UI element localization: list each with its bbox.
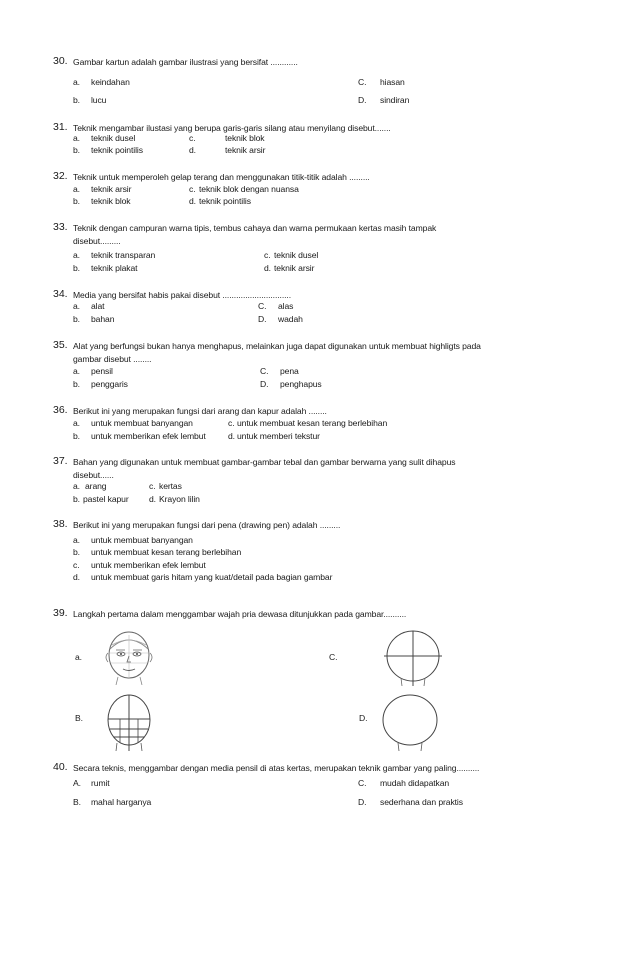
option-text: teknik arsir xyxy=(225,145,266,155)
option-text: keindahan xyxy=(91,77,130,87)
option-d[interactable] xyxy=(149,494,200,504)
option-text: bahan xyxy=(91,314,115,324)
option-text: sindiran xyxy=(380,95,410,105)
option-c[interactable] xyxy=(358,77,405,87)
option-c[interactable] xyxy=(189,184,299,194)
option-text: teknik dusel xyxy=(274,250,319,260)
option-letter: b. xyxy=(73,95,80,105)
option-text: rumit xyxy=(91,778,110,788)
option-letter: a. xyxy=(73,535,80,545)
option-letter: a. xyxy=(73,418,80,428)
option-text: teknik arsir xyxy=(91,184,132,194)
question-number: 34. xyxy=(53,288,68,300)
option-text: penggaris xyxy=(91,379,128,389)
option-letter: a. xyxy=(73,77,80,87)
option-letter: a. xyxy=(73,250,80,260)
option-a[interactable] xyxy=(73,184,131,194)
option-letter: a. xyxy=(73,481,80,491)
option-text: teknik blok xyxy=(91,196,131,206)
option-text: hiasan xyxy=(380,77,405,87)
option-letter: b. xyxy=(73,494,80,504)
option-b[interactable] xyxy=(73,95,106,105)
option-d[interactable] xyxy=(359,713,377,723)
option-a[interactable] xyxy=(75,652,93,662)
option-letter: c. xyxy=(264,250,271,260)
question-stem: Teknik dengan campuran warna tipis, tembus cahaya dan warna permukaan kertas masih tampak xyxy=(73,223,437,233)
option-d[interactable] xyxy=(258,314,303,324)
option-letter: d. xyxy=(189,145,196,155)
option-d[interactable] xyxy=(228,431,320,441)
option-letter: D. xyxy=(358,797,367,807)
option-text: alat xyxy=(91,301,105,311)
option-text: mudah didapatkan xyxy=(380,778,450,788)
option-letter: a. xyxy=(73,301,80,311)
option-letter: b. xyxy=(73,379,80,389)
option-c[interactable] xyxy=(149,481,182,491)
option-letter: b. xyxy=(73,196,80,206)
option-d[interactable] xyxy=(264,263,314,273)
question-number: 37. xyxy=(53,455,68,467)
option-letter: a. xyxy=(73,184,80,194)
option-c[interactable] xyxy=(264,250,318,260)
option-letter: d. xyxy=(264,263,271,273)
option-letter: D. xyxy=(359,713,368,723)
option-text: sederhana dan praktis xyxy=(380,797,463,807)
option-text: wadah xyxy=(278,314,303,324)
option-letter: c. xyxy=(189,133,196,143)
question-stem: Media yang bersifat habis pakai disebut .............................. xyxy=(73,290,291,300)
option-c[interactable] xyxy=(73,560,206,570)
option-letter: b. xyxy=(73,431,80,441)
circle-cross-image[interactable] xyxy=(380,630,446,686)
option-text: untuk memberikan efek lembut xyxy=(91,560,206,570)
option-text: kertas xyxy=(159,481,182,491)
option-c[interactable] xyxy=(228,418,387,428)
option-b[interactable] xyxy=(73,145,143,155)
question-number: 30. xyxy=(53,55,68,67)
option-letter: a. xyxy=(75,652,82,662)
option-a[interactable] xyxy=(73,77,130,87)
option-text: mahal harganya xyxy=(91,797,152,807)
option-text: pastel kapur xyxy=(83,494,129,504)
question-stem: Bahan yang digunakan untuk membuat gambar-gambar tebal dan gambar berwarna yang sulit dihapus xyxy=(73,457,456,467)
question-stem: Berikut ini yang merupakan fungsi dari pena (drawing pen) adalah ......... xyxy=(73,520,341,530)
question-stem: Langkah pertama dalam menggambar wajah pria dewasa ditunjukkan pada gambar.......... xyxy=(73,609,407,619)
option-a[interactable] xyxy=(73,250,155,260)
option-letter: c. xyxy=(149,481,156,491)
option-b[interactable] xyxy=(73,263,137,273)
option-d[interactable] xyxy=(189,196,251,206)
option-c[interactable] xyxy=(358,778,449,788)
option-b[interactable] xyxy=(73,494,129,504)
circle-cross-icon xyxy=(380,630,446,686)
option-text: untuk memberikan efek lembut xyxy=(91,431,206,441)
option-b[interactable] xyxy=(75,713,93,723)
option-text: teknik plakat xyxy=(91,263,138,273)
circle-grid-icon xyxy=(98,693,160,751)
option-letter: d. xyxy=(73,572,80,582)
option-text: untuk membuat banyangan xyxy=(91,535,193,545)
option-a[interactable] xyxy=(73,778,110,788)
option-c[interactable] xyxy=(258,301,293,311)
option-c[interactable] xyxy=(329,652,347,662)
option-b[interactable] xyxy=(73,196,131,206)
option-a[interactable] xyxy=(73,418,193,428)
option-letter: d. xyxy=(228,431,235,441)
option-text: teknik blok xyxy=(225,133,265,143)
option-a[interactable] xyxy=(73,366,113,376)
option-text: Krayon lilin xyxy=(159,494,200,504)
plain-circle-icon xyxy=(377,693,443,751)
option-d[interactable] xyxy=(73,572,332,582)
option-letter: B. xyxy=(75,713,83,723)
option-c[interactable] xyxy=(260,366,299,376)
option-text: untuk membuat banyangan xyxy=(91,418,193,428)
option-text: teknik pointilis xyxy=(91,145,143,155)
option-text: teknik pointilis xyxy=(199,196,251,206)
option-letter: a. xyxy=(73,133,80,143)
question-number: 38. xyxy=(53,518,68,530)
option-b[interactable] xyxy=(73,547,241,557)
option-letter: C. xyxy=(258,301,267,311)
question-stem-continued: disebut......... xyxy=(73,236,121,246)
option-a[interactable] xyxy=(73,535,193,545)
question-number: 36. xyxy=(53,404,68,416)
question-stem: Secara teknis, menggambar dengan media pensil di atas kertas, merupakan teknik gambar yang paling.......... xyxy=(73,763,480,773)
question-stem-continued: gambar disebut ........ xyxy=(73,354,152,364)
option-letter: d. xyxy=(149,494,156,504)
option-letter: c. xyxy=(228,418,235,428)
option-letter: c. xyxy=(73,560,80,570)
question-number: 31. xyxy=(53,121,68,133)
option-text: alas xyxy=(278,301,294,311)
option-text: untuk membuat garis hitam yang kuat/detail pada bagian gambar xyxy=(91,572,333,582)
option-letter: D. xyxy=(358,95,367,105)
option-a[interactable] xyxy=(73,133,135,143)
question-stem: Teknik mengambar ilustasi yang berupa garis-garis silang atau menyilang disebut....... xyxy=(73,123,391,133)
option-d[interactable] xyxy=(358,95,409,105)
option-text: arang xyxy=(85,481,107,491)
option-letter: b. xyxy=(73,547,80,557)
option-text: untuk memberi tekstur xyxy=(237,431,320,441)
option-letter: A. xyxy=(73,778,81,788)
option-text: lucu xyxy=(91,95,107,105)
option-b[interactable] xyxy=(73,431,206,441)
question-number: 40. xyxy=(53,761,68,773)
option-letter: c. xyxy=(189,184,196,194)
question-stem: Berikut ini yang merupakan fungsi dari arang dan kapur adalah ........ xyxy=(73,406,327,416)
face-sketch-icon xyxy=(98,629,160,685)
option-letter: C. xyxy=(358,77,367,87)
option-text: teknik arsir xyxy=(274,263,315,273)
option-d[interactable] xyxy=(189,145,265,155)
plain-circle-image[interactable] xyxy=(377,693,443,751)
option-letter: B. xyxy=(73,797,81,807)
option-letter: D. xyxy=(258,314,267,324)
option-b[interactable] xyxy=(73,314,114,324)
option-letter: D. xyxy=(260,379,269,389)
option-text: pena xyxy=(280,366,299,376)
option-b[interactable] xyxy=(73,379,128,389)
question-number: 32. xyxy=(53,170,68,182)
question-stem: Teknik untuk memperoleh gelap terang dan menggunakan titik-titik adalah ......... xyxy=(73,172,370,182)
option-letter: a. xyxy=(73,366,80,376)
option-d[interactable] xyxy=(358,797,463,807)
option-text: untuk membuat kesan terang berlebihan xyxy=(237,418,388,428)
option-text: teknik dusel xyxy=(91,133,136,143)
option-letter: C. xyxy=(260,366,269,376)
question-stem: Gambar kartun adalah gambar ilustrasi yang bersifat ............ xyxy=(73,57,298,67)
option-letter: b. xyxy=(73,314,80,324)
option-letter: C. xyxy=(358,778,367,788)
face-sketch-image[interactable] xyxy=(98,629,160,685)
option-text: penghapus xyxy=(280,379,322,389)
option-d[interactable] xyxy=(260,379,322,389)
option-a[interactable] xyxy=(73,481,106,491)
option-text: teknik transparan xyxy=(91,250,156,260)
option-letter: d. xyxy=(189,196,196,206)
circle-grid-image[interactable] xyxy=(98,693,160,751)
question-number: 33. xyxy=(53,221,68,233)
option-text: teknik blok dengan nuansa xyxy=(199,184,299,194)
option-a[interactable] xyxy=(73,301,104,311)
option-b[interactable] xyxy=(73,797,151,807)
option-text: pensil xyxy=(91,366,113,376)
question-number: 35. xyxy=(53,339,68,351)
option-c[interactable] xyxy=(189,133,265,143)
option-letter: b. xyxy=(73,145,80,155)
question-number: 39. xyxy=(53,607,68,619)
option-letter: C. xyxy=(329,652,338,662)
question-stem: Alat yang berfungsi bukan hanya menghapus, melainkan juga dapat digunakan untuk membuat highligts pada xyxy=(73,341,481,351)
option-letter: b. xyxy=(73,263,80,273)
question-stem-continued: disebut...... xyxy=(73,470,114,480)
option-text: untuk membuat kesan terang berlebihan xyxy=(91,547,242,557)
